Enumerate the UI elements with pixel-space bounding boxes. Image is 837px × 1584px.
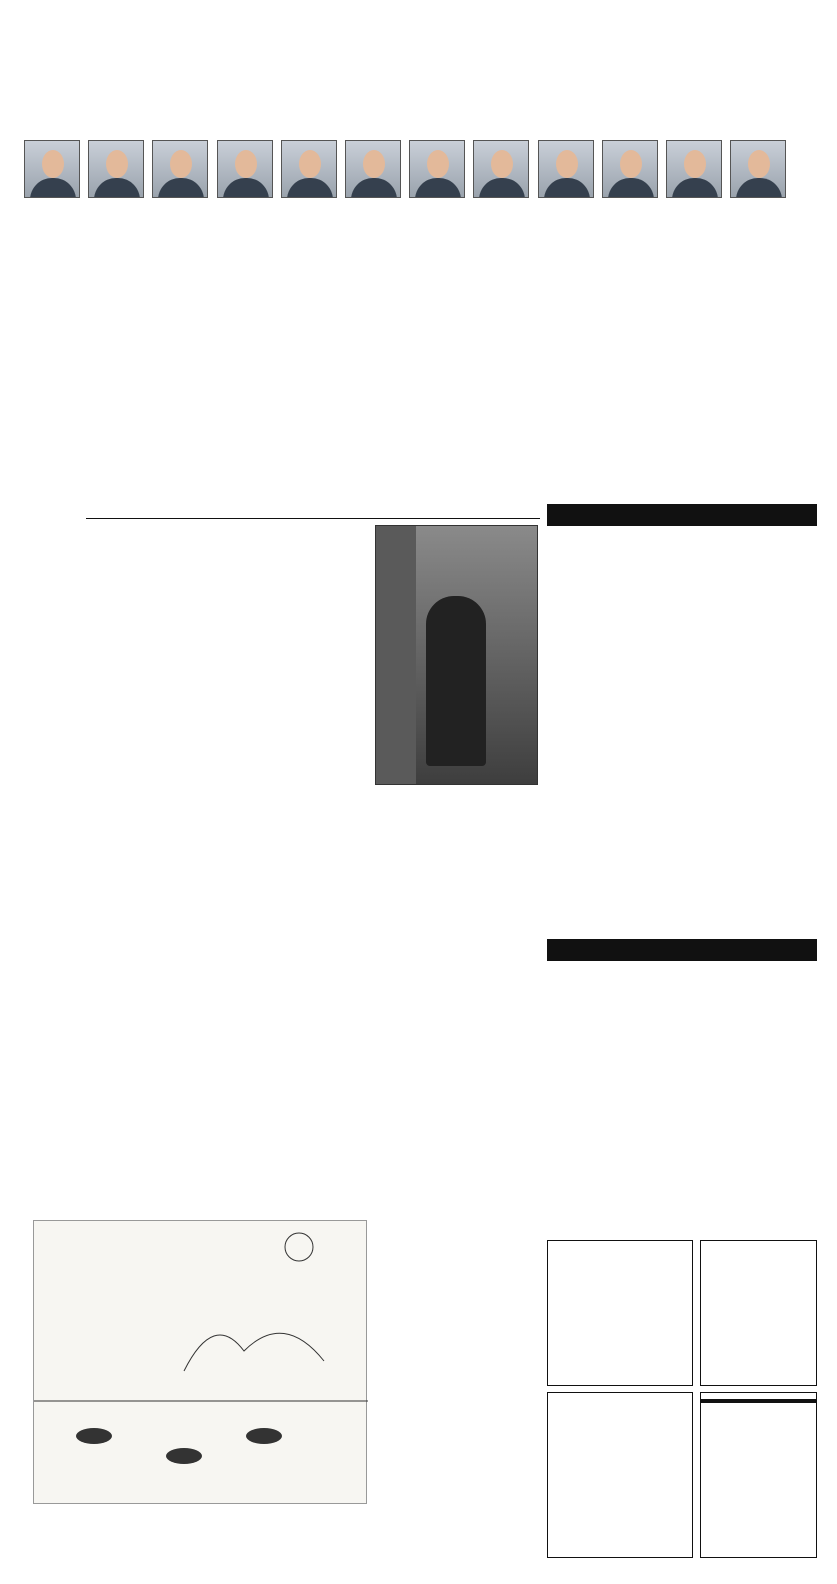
picker-column <box>662 140 726 231</box>
photo-shoulders-shape <box>736 178 782 198</box>
photo-head-shape <box>170 150 192 178</box>
photo-shoulders-shape <box>287 178 333 198</box>
picker-name <box>534 202 598 222</box>
picker-column <box>341 140 405 231</box>
photo-shoulders-shape <box>351 178 397 198</box>
picker-name <box>598 202 662 222</box>
picker-column <box>84 140 148 231</box>
picker-name <box>341 202 405 222</box>
standings-left <box>547 760 681 764</box>
photo-head-shape <box>491 150 513 178</box>
drawing-fish <box>166 1448 202 1464</box>
drawing-sketch <box>34 1221 368 1491</box>
photo-head-shape <box>363 150 385 178</box>
ad-moser <box>547 1240 693 1386</box>
deer-photo <box>375 525 538 785</box>
photo-shoulders-shape <box>158 178 204 198</box>
ad-kyle-services <box>701 1399 816 1403</box>
picker-name <box>662 202 726 222</box>
picker-column <box>277 140 341 231</box>
drawing-sun <box>285 1233 313 1261</box>
picker-photo <box>217 140 273 198</box>
picker-photo <box>602 140 658 198</box>
picker-column <box>213 140 277 231</box>
drawing-fish <box>246 1428 282 1444</box>
picker-photo <box>345 140 401 198</box>
photo-head-shape <box>620 150 642 178</box>
picker-name <box>20 202 84 222</box>
photo-head-shape <box>748 150 770 178</box>
photo-shoulders-shape <box>415 178 461 198</box>
child-drawing <box>33 1220 367 1504</box>
drawing-fish <box>76 1428 112 1444</box>
photo-head-shape <box>427 150 449 178</box>
picker-column <box>469 140 533 231</box>
picker-photo <box>24 140 80 198</box>
photo-shoulders-shape <box>479 178 525 198</box>
photo-shoulders-shape <box>223 178 269 198</box>
picker-name <box>84 202 148 222</box>
picker-name <box>469 202 533 222</box>
picker-name <box>726 202 790 222</box>
photo-head-shape <box>299 150 321 178</box>
picker-name <box>277 202 341 222</box>
tv-listings-bar <box>547 939 817 961</box>
picker-photo <box>281 140 337 198</box>
picker-photo <box>152 140 208 198</box>
photo-hunter-shape <box>426 596 486 766</box>
picker-photo <box>88 140 144 198</box>
photo-shoulders-shape <box>544 178 590 198</box>
spacer <box>547 760 681 764</box>
picker-name <box>405 202 469 222</box>
picker-name <box>213 202 277 222</box>
photo-head-shape <box>684 150 706 178</box>
column-rule <box>86 518 540 519</box>
photo-tree-shape <box>376 526 416 785</box>
picker-column <box>534 140 598 231</box>
picker-photo <box>666 140 722 198</box>
picker-column <box>148 140 212 231</box>
picker-column <box>20 140 84 231</box>
photo-head-shape <box>235 150 257 178</box>
picker-column <box>598 140 662 231</box>
picker-photo <box>730 140 786 198</box>
photo-head-shape <box>556 150 578 178</box>
photo-shoulders-shape <box>672 178 718 198</box>
picker-column <box>405 140 469 231</box>
ad-kyle-miller <box>700 1392 817 1558</box>
picker-photo <box>538 140 594 198</box>
photo-shoulders-shape <box>30 178 76 198</box>
photo-shoulders-shape <box>94 178 140 198</box>
photo-shoulders-shape <box>608 178 654 198</box>
folio <box>36 10 801 26</box>
drawing-line <box>184 1333 324 1371</box>
picks-panel <box>20 140 817 231</box>
photo-head-shape <box>42 150 64 178</box>
picker-photo <box>473 140 529 198</box>
picker-photo <box>409 140 465 198</box>
ad-jester <box>547 1392 693 1558</box>
hs-football-bar <box>547 504 817 526</box>
picker-column <box>726 140 790 231</box>
ad-sandoe <box>700 1240 817 1386</box>
picker-name <box>148 202 212 222</box>
photo-head-shape <box>106 150 128 178</box>
